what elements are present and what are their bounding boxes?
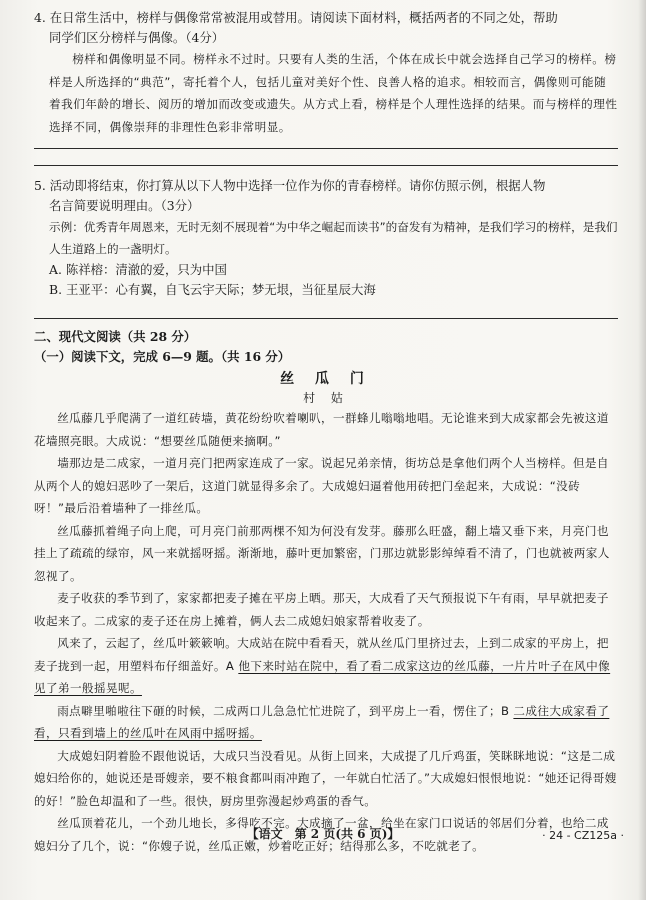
q5-option-a: A. 陈祥榕：清澈的爱，只为中国 xyxy=(49,262,227,278)
story-paragraph-6-text: 雨点噼里啪啦往下砸的时候，二成两口儿急急忙忙进院了，到平房上一看，愣住了；B xyxy=(57,703,514,718)
q5-answer-line xyxy=(34,318,618,319)
story-paragraph-6 xyxy=(34,700,618,745)
q5-option-b: B. 王亚平：心有翼，自飞云宇天际；梦无垠，当征星辰大海 xyxy=(49,282,376,298)
q5-example: 示例：优秀青年周恩来，无时无刻不展现着“为中华之崛起而读书”的奋发有为精神，是我们学习的榜样，是我们人生道路上的一盏明灯。 xyxy=(49,220,618,257)
exam-code: · 24 - CZ125a · xyxy=(542,829,624,842)
q4-prompt-line2: 同学们区分榜样与偶像。（4分） xyxy=(49,30,225,45)
story-paragraph-5-text: 风来了，云起了，丝瓜叶簌簌响。大成站在院中看看天，就从丝瓜门里挤过去，上到二成家的平房上，把麦子拢到一起，用塑料布仔细盖好。A xyxy=(34,636,609,673)
story-paragraph-5 xyxy=(34,632,618,700)
underlined-sentence-b: 二成往大成家看了看，只看到墙上的丝瓜叶在风雨中摇呀摇。 xyxy=(34,703,610,741)
page-number: 【语文 第 2 页(共 6 页)】 xyxy=(246,827,400,841)
story-title: 丝 瓜 门 xyxy=(280,371,372,388)
q4-answer-line-2 xyxy=(34,165,618,166)
question-5 xyxy=(34,176,618,319)
q4-material: 榜样和偶像明显不同。榜样永不过时。只要有人类的生活，个体在成长中就会选择自己学习的榜样。榜样是人所选择的“典范”，寄托着个人，包括儿童对美好个性、良善人格的追求。相较而言，偶像则可能随着我们年龄的增长、阅历的增加而改变或遗失。从方式上看，榜样是个人理性选择的结果。而与榜样的理性选择不同，偶像崇拜的非理性色彩非常明显。 xyxy=(49,52,618,134)
story-paragraph-2: 墙那边是二成家，一道月亮门把两家连成了一家。说起兄弟亲情，街坊总是拿他们两个人当榜样。但是自从两个人的媳妇恶吵了一架后，这道门就显得多余了。大成媳妇逼着他用砖把门垒起来，大成说：“没砖呀！”最后沿着墙种了一排丝瓜。 xyxy=(34,456,609,516)
q4-prompt-line1: 4. 在日常生活中，榜样与偶像常常被混用或替用。请阅读下面材料，概括两者的不同之处，帮助 xyxy=(34,10,558,25)
subsection-heading: （一）阅读下文，完成 6—9 题。（共 16 分） xyxy=(34,349,291,365)
underlined-sentence-a: 他下来时站在院中，看了看二成家这边的丝瓜藤，一片片叶子在风中像见了弟一般摇晃呢。 xyxy=(34,658,611,696)
question-4 xyxy=(34,8,618,166)
story-author: 村 姑 xyxy=(303,391,349,406)
q4-answer-line-1 xyxy=(34,148,618,149)
story-paragraph-8: 丝瓜顶着花儿，一个劲儿地长，多得吃不完。大成摘了一盆，给坐在家门口说话的邻居们分着，也给二成媳妇分了几个，说：“你嫂子说，丝瓜正嫩，炒着吃正好；结得那么多，不吃就老了。 xyxy=(34,816,609,853)
story-paragraph-4: 麦子收获的季节到了，家家都把麦子摊在平房上晒。那天，大成看了天气预报说下午有雨，早早就把麦子收起来了。二成家的麦子还在房上摊着，俩人去二成媳妇娘家帮着收麦了。 xyxy=(34,591,609,628)
story-paragraph-3: 丝瓜藤抓着绳子向上爬，可月亮门前那两棵不知为何没有发芽。藤那么旺盛，翻上墙又垂下来，月亮门也挂上了疏疏的绿帘，风一来就摇呀摇。渐渐地，藤叶更加繁密，门那边就影影绰绰看不清了，门也就被两家人忽视了。 xyxy=(34,523,610,583)
section-heading: 二、现代文阅读（共 28 分） xyxy=(34,329,197,345)
q5-prompt-line1: 5. 活动即将结束，你打算从以下人物中选择一位作为你的青春榜样。请你仿照示例，根据人物 xyxy=(34,178,546,194)
page-content xyxy=(34,8,618,857)
q5-prompt-line2: 名言简要说明理由。（3分） xyxy=(49,198,200,214)
page-edge-shadow xyxy=(638,0,646,900)
story-paragraph-1: 丝瓜藤几乎爬满了一道红砖墙，黄花纷纷吹着喇叭，一群蜂儿嗡嗡地唱。无论谁来到大成家都会先被这道花墙照亮眼。大成说：“想要丝瓜随便来摘啊。” xyxy=(34,411,609,448)
story-body xyxy=(34,407,618,857)
story-paragraph-7: 大成媳妇阴着脸不跟他说话，大成只当没看见。从街上回来，大成提了几斤鸡蛋，笑眯眯地说：“这是二成媳妇给你的，她说还是哥嫂亲，要不粮食都叫雨冲跑了，一年就白忙活了。”大成媳妇恨恨地说：“她还记得哥嫂的好！”脸色却温和了一些。很快，厨房里弥漫起炒鸡蛋的香气。 xyxy=(34,748,617,808)
